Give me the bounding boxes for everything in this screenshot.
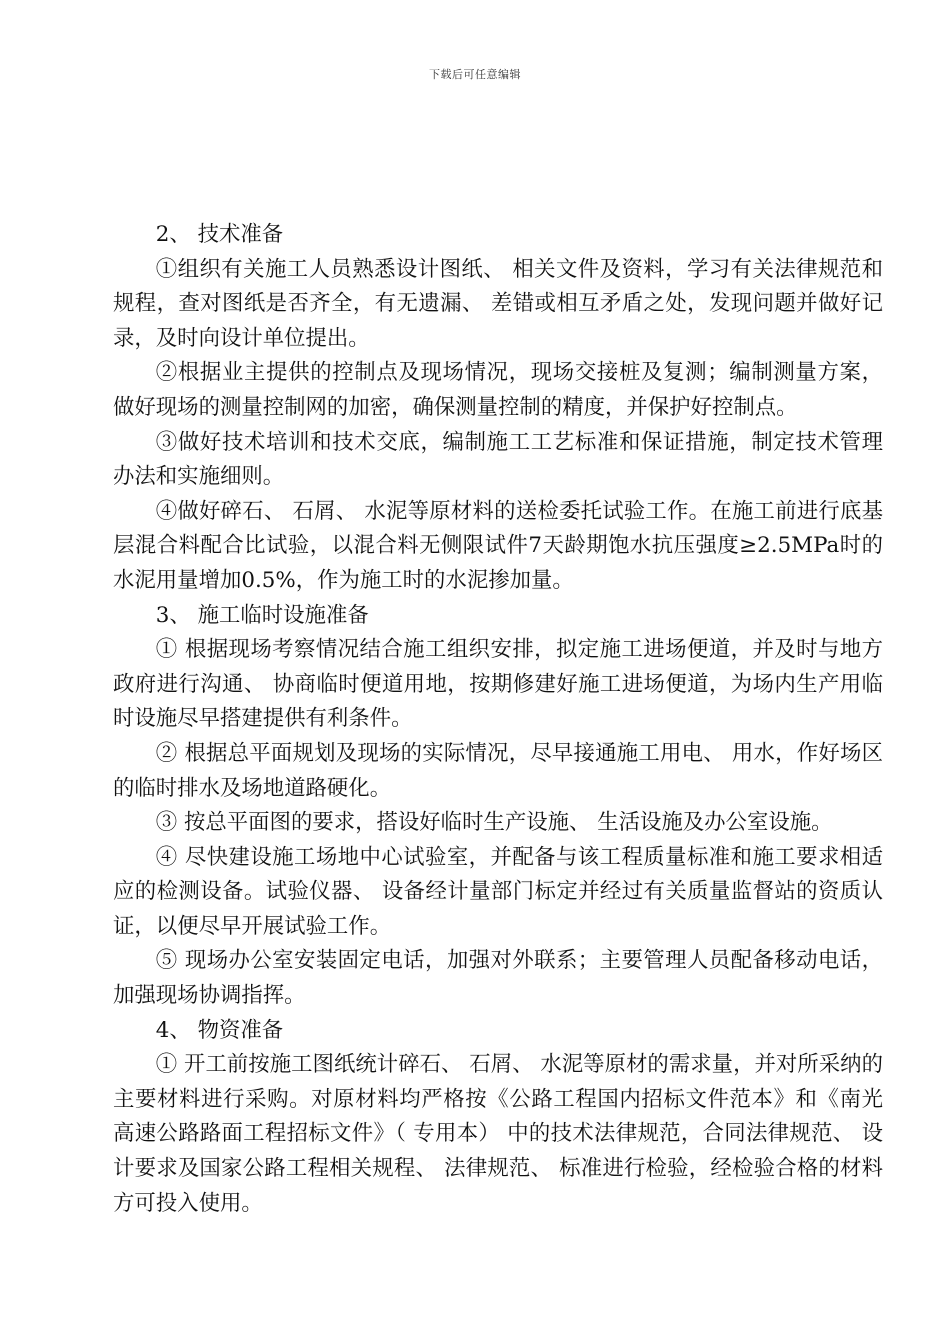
paragraph-tech-1: ①组织有关施工人员熟悉设计图纸、 相关文件及资料，学习有关法律规范和规程，查对图纸是否齐全，有无遗漏、 差错或相互矛盾之处，发现问题并做好记录，及时向设计单位提出。 [113,256,883,351]
paragraph-facility-5: ⑤ 现场办公室安装固定电话，加强对外联系；主要管理人员配备移动电话，加强现场协调指挥。 [113,948,883,1009]
paragraph-tech-2: ②根据业主提供的控制点及现场情况，现场交接桩及复测；编制测量方案，做好现场的测量控制网的加密，确保测量控制的精度，并保护好控制点。 [113,360,883,420]
paragraph-tech-4: ④做好碎石、 石屑、 水泥等原材料的送检委托试验工作。在施工前进行底基层混合料配合比试验，以混合料无侧限试件7天龄期饱水抗压强度≥2.5MPa时的水泥用量增加0.5%，作为施工时的水泥掺加量。 [113,498,883,593]
paragraph-materials-1: ① 开工前按施工图纸统计碎石、 石屑、 水泥等原材的需求量，并对所采纳的主要材料进行采购。对原材料均严格按《公路工程国内招标文件范本》和《南光高速公路路面工程招标文件》（ 专用本） 中的技术法律规范，合同法律规范、 设计要求及国家公路工程相关规程、 法律规范、 标准进行检验，经检验合格的材料方可投入使用。 [113,1052,883,1216]
paragraph-facility-1: ① 根据现场考察情况结合施工组织安排，拟定施工进场便道，并及时与地方政府进行沟通、 协商临时便道用地，按期修建好施工进场便道，为场内生产用临时设施尽早搭建提供有利条件。 [113,637,883,732]
paragraph-facility-4: ④ 尽快建设施工场地中心试验室，并配备与该工程质量标准和施工要求相适应的检测设备。试验仪器、 设备经计量部门标定并经过有关质量监督站的资质认证，以便尽早开展试验工作。 [113,844,883,939]
document-body [113,218,883,1221]
section-heading-temporary-facilities: 3、 施工临时设施准备 [155,602,369,628]
paragraph-tech-3: ③做好技术培训和技术交底，编制施工工艺标准和保证措施，制定技术管理办法和实施细则。 [113,429,883,490]
page-header-note: 下载后可任意编辑 [429,68,521,81]
paragraph-facility-2: ② 根据总平面规划及现场的实际情况，尽早接通施工用电、 用水，作好场区的临时排水及场地道路硬化。 [113,740,883,801]
section-heading-materials-prep: 4、 物资准备 [155,1017,284,1043]
paragraph-facility-3: ③ 按总平面图的要求，搭设好临时生产设施、 生活设施及办公室设施。 [155,810,833,836]
section-heading-technical-prep: 2、 技术准备 [155,222,284,247]
